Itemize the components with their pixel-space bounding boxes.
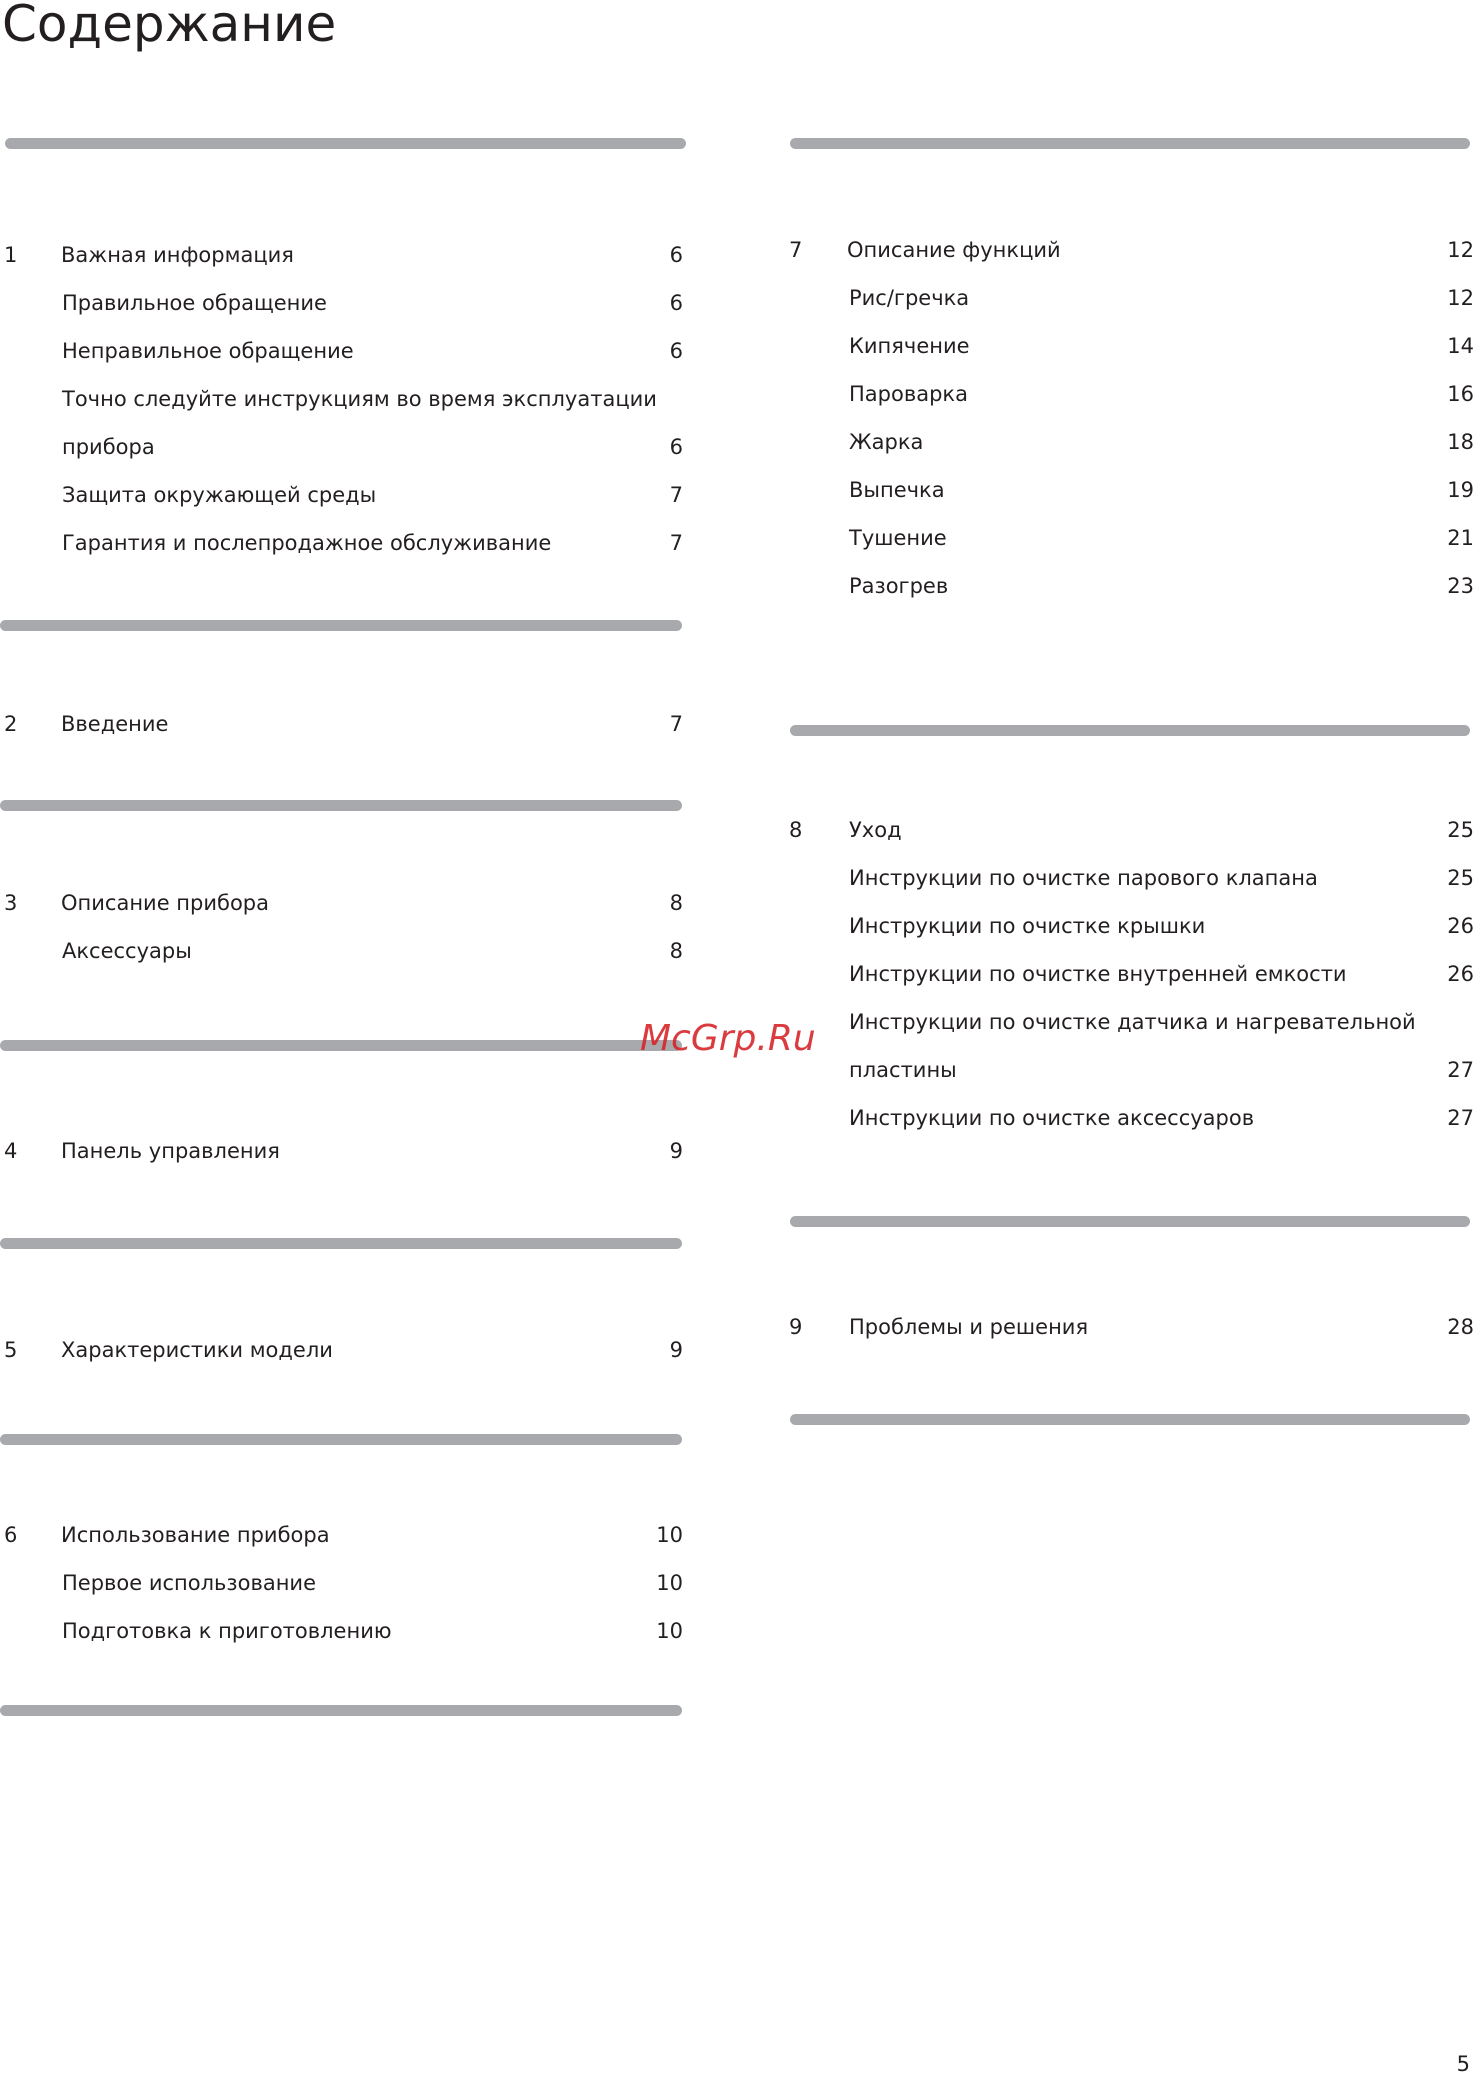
entry-title: Введение (61, 712, 169, 736)
toc-entry[interactable] (785, 226, 1474, 274)
entry-page: 27 (1447, 1106, 1474, 1130)
entry-title: прибора (62, 435, 155, 459)
toc-entry[interactable] (0, 279, 686, 327)
toc-entry[interactable] (785, 370, 1474, 418)
section-number: 2 (4, 712, 18, 736)
entry-page: 16 (1447, 382, 1474, 406)
entry-page: 19 (1447, 478, 1474, 502)
entry-page: 9 (669, 1139, 683, 1163)
toc-entry[interactable] (785, 562, 1474, 610)
entry-title: Инструкции по очистке аксессуаров (849, 1106, 1255, 1130)
entry-title: Инструкции по очистке датчика и нагревательной (849, 1010, 1416, 1034)
toc-entry[interactable] (0, 1326, 686, 1374)
entry-page: 7 (669, 712, 683, 736)
toc-entry[interactable] (0, 375, 686, 423)
entry-page: 7 (669, 531, 683, 555)
toc-entry[interactable] (785, 1046, 1474, 1094)
entry-title: Инструкции по очистке парового клапана (849, 866, 1318, 890)
entry-title: Инструкции по очистке крышки (849, 914, 1206, 938)
entry-title: пластины (849, 1058, 957, 1082)
entry-title: Разогрев (849, 574, 949, 598)
toc-entry[interactable] (0, 1607, 686, 1655)
entry-title: Точно следуйте инструкциям во время эксплуатации (62, 387, 657, 411)
entry-title: Подготовка к приготовлению (62, 1619, 392, 1643)
entry-page: 26 (1447, 914, 1474, 938)
toc-entry[interactable] (785, 322, 1474, 370)
section-number: 1 (4, 243, 18, 267)
section-number: 9 (789, 1315, 803, 1339)
toc-entry[interactable] (785, 854, 1474, 902)
toc-section-1 (0, 231, 686, 567)
entry-title: Кипячение (849, 334, 970, 358)
entry-page: 21 (1447, 526, 1474, 550)
entry-page: 10 (656, 1571, 683, 1595)
page-number: 5 (1456, 2052, 1470, 2076)
toc-section-9 (785, 1303, 1474, 1351)
toc-entry[interactable] (0, 1559, 686, 1607)
section-number: 5 (4, 1338, 18, 1362)
page-title: Содержание (2, 0, 337, 53)
toc-entry[interactable] (0, 519, 686, 567)
section-number: 6 (4, 1523, 18, 1547)
entry-page: 12 (1447, 286, 1474, 310)
toc-entry[interactable] (0, 1127, 686, 1175)
toc-section-3 (0, 879, 686, 975)
entry-title: Важная информация (61, 243, 294, 267)
toc-entry[interactable] (0, 1511, 686, 1559)
entry-title: Панель управления (61, 1139, 280, 1163)
toc-entry[interactable] (785, 1094, 1474, 1142)
entry-page: 18 (1447, 430, 1474, 454)
toc-section-5 (0, 1326, 686, 1374)
entry-page: 8 (669, 939, 683, 963)
entry-page: 28 (1447, 1315, 1474, 1339)
toc-section-8 (785, 806, 1474, 1142)
entry-page: 12 (1447, 238, 1474, 262)
entry-page: 6 (669, 243, 683, 267)
entry-title: Использование прибора (61, 1523, 330, 1547)
entry-page: 10 (656, 1523, 683, 1547)
section-number: 7 (789, 238, 803, 262)
toc-entry[interactable] (785, 274, 1474, 322)
entry-title: Гарантия и послепродажное обслуживание (62, 531, 552, 555)
toc-entry[interactable] (785, 1303, 1474, 1351)
toc-entry[interactable] (785, 466, 1474, 514)
entry-title: Инструкции по очистке внутренней емкости (849, 962, 1347, 986)
entry-title: Жарка (849, 430, 924, 454)
toc-entry[interactable] (0, 927, 686, 975)
toc-entry[interactable] (0, 879, 686, 927)
toc-entry[interactable] (0, 231, 686, 279)
entry-page: 6 (669, 435, 683, 459)
toc-entry[interactable] (0, 471, 686, 519)
entry-page: 8 (669, 891, 683, 915)
entry-page: 7 (669, 483, 683, 507)
entry-title: Описание функций (847, 238, 1061, 262)
toc-entry[interactable] (785, 418, 1474, 466)
toc-section-2 (0, 700, 686, 748)
entry-title: Защита окружающей среды (62, 483, 377, 507)
toc-entry[interactable] (0, 423, 686, 471)
entry-title: Характеристики модели (61, 1338, 333, 1362)
toc-entry[interactable] (785, 514, 1474, 562)
toc-entry[interactable] (0, 700, 686, 748)
entry-page: 14 (1447, 334, 1474, 358)
entry-page: 27 (1447, 1058, 1474, 1082)
watermark-text: McGrp.Ru (640, 1018, 816, 1059)
section-number: 8 (789, 818, 803, 842)
toc-section-6 (0, 1511, 686, 1655)
entry-page: 26 (1447, 962, 1474, 986)
entry-page: 25 (1447, 866, 1474, 890)
toc-right-column (785, 0, 1474, 2083)
entry-title: Тушение (849, 526, 947, 550)
entry-page: 6 (669, 291, 683, 315)
entry-page: 23 (1447, 574, 1474, 598)
entry-title: Выпечка (849, 478, 945, 502)
toc-entry[interactable] (785, 806, 1474, 854)
entry-title: Рис/гречка (849, 286, 970, 310)
entry-title: Уход (849, 818, 902, 842)
section-number: 3 (4, 891, 18, 915)
toc-entry[interactable] (785, 950, 1474, 998)
toc-left-column (0, 0, 686, 2083)
toc-entry[interactable] (785, 902, 1474, 950)
entry-title: Описание прибора (61, 891, 270, 915)
entry-page: 9 (669, 1338, 683, 1362)
toc-section-4 (0, 1127, 686, 1175)
entry-title: Первое использование (62, 1571, 316, 1595)
entry-page: 25 (1447, 818, 1474, 842)
entry-title: Проблемы и решения (849, 1315, 1089, 1339)
toc-entry[interactable] (785, 998, 1474, 1046)
toc-entry[interactable] (0, 327, 686, 375)
entry-title: Аксессуары (62, 939, 192, 963)
entry-title: Неправильное обращение (62, 339, 354, 363)
entry-title: Правильное обращение (62, 291, 327, 315)
entry-page: 6 (669, 339, 683, 363)
toc-section-7 (785, 226, 1474, 610)
entry-page: 10 (656, 1619, 683, 1643)
entry-title: Пароварка (849, 382, 968, 406)
section-number: 4 (4, 1139, 18, 1163)
